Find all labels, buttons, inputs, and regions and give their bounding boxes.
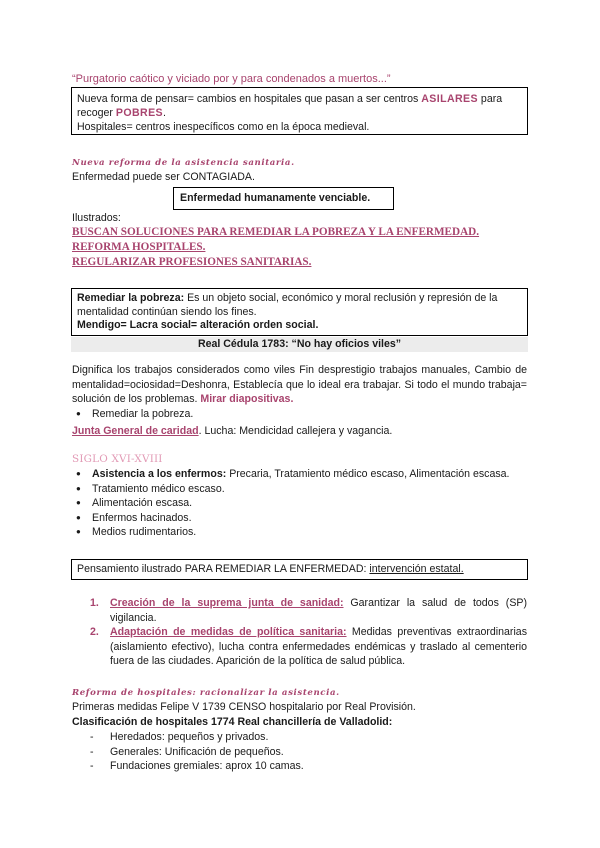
list-item: - Generales: Unificación de pequeños. — [90, 745, 530, 760]
section-heading-nueva-reforma: Nueva reforma de la asistencia sanitaria. — [72, 158, 295, 168]
list-item — [72, 625, 527, 669]
list-item — [72, 467, 527, 482]
box1-line1-pre: Nueva forma de pensar= cambios en hospitales que pasan a ser centros — [77, 93, 422, 105]
asistencia-label: Asistencia a los enfermos: — [92, 468, 227, 480]
section-heading-reforma-hospitales: Reforma de hospitales: racionalizar la asistencia. — [72, 688, 340, 698]
goal-item: BUSCAN SOLUCIONES PARA REMEDIAR LA POBREZA Y LA ENFERMEDAD. — [72, 226, 480, 238]
list-item: - Heredados: pequeños y privados. — [90, 730, 530, 745]
ilustrados-goals — [72, 225, 479, 269]
goal-item: REGULARIZAR PROFESIONES SANITARIAS. — [72, 255, 312, 268]
mirar-diapositivas: Mirar diapositivas. — [200, 393, 294, 406]
quote-text: “Purgatorio caótico y viciado por y para condenados a muertos...” — [72, 73, 391, 85]
ilustrados-label: Ilustrados: — [72, 212, 121, 224]
list-item: ● Tratamiento médico escaso. — [72, 482, 527, 497]
list-item: - Fundaciones gremiales: aprox 10 camas. — [90, 759, 530, 774]
item-text: Garantizar la salud de todos (SP) vigilancia. — [110, 597, 527, 624]
junta-label: Junta General de caridad — [72, 425, 199, 437]
asistencia-text: Precaria, Tratamiento médico escaso, Alimentación escasa. — [226, 468, 510, 480]
remediar-list — [72, 407, 527, 422]
intervencion-estatal: intervención estatal. — [369, 563, 464, 575]
list-item — [72, 596, 527, 625]
mendigo-text: Mendigo= Lacra social= alteración orden social. — [77, 319, 319, 332]
siglo-list — [72, 467, 527, 540]
goal-item: REFORMA HOSPITALES. — [72, 240, 206, 253]
siglo-heading: SIGLO XVI-XVIII — [72, 453, 163, 465]
list-item: ● Remediar la pobreza. — [72, 407, 527, 422]
primeras-medidas-text: Primeras medidas Felipe V 1739 CENSO hospitalario por Real Provisión. — [72, 701, 416, 713]
item-number: 2. — [90, 626, 99, 639]
box1-line2-post: . — [163, 107, 166, 120]
item-label: Adaptación de medidas de política sanitaria: — [110, 626, 347, 639]
pensamiento-text: Pensamiento ilustrado PARA REMEDIAR LA ENFERMEDAD: — [77, 563, 370, 575]
junta-line — [72, 424, 392, 439]
list-item: ● Enfermos hacinados. — [72, 511, 527, 526]
contagiada-text: Enfermedad puede ser CONTAGIADA. — [72, 171, 255, 183]
box1-line2-pre: recoger — [77, 107, 116, 120]
item-label: Creación de la suprema junta de sanidad: — [110, 597, 344, 609]
remediar-description: Es un objeto social, económico y moral reclusión y represión de la mentalidad continúan siendo los fines. — [77, 292, 498, 318]
asilares-box — [71, 87, 528, 135]
item-text: Medidas preventivas extraordinarias (aislamiento efectivo), lucha contra enfermedades endémicas y traslado al cementerio fuera de las ciudades. Aparición de la política de salud pública. — [110, 626, 527, 668]
box1-line3: Hospitales= centros inespecíficos como en la época medieval. — [77, 121, 370, 134]
pensamiento-box — [71, 559, 528, 580]
hospital-types-list — [90, 730, 530, 774]
remediar-text — [77, 292, 522, 319]
clasificacion-heading: Clasificación de hospitales 1774 Real chancillería de Valladolid: — [72, 716, 393, 728]
keyword-asilares: ASILARES — [421, 93, 478, 105]
dignifica-paragraph — [72, 363, 527, 407]
list-item: ● Alimentación escasa. — [72, 496, 527, 511]
box1-line1 — [77, 92, 522, 106]
box1-line2 — [77, 106, 522, 120]
junta-text: . Lucha: Mendicidad callejera y vagancia. — [198, 425, 393, 437]
list-item: ● Medios rudimentarios. — [72, 525, 527, 540]
box1-line1-post: para — [477, 93, 503, 105]
keyword-pobres: POBRES — [115, 107, 164, 120]
item-number: 1. — [90, 597, 99, 609]
remediar-pobreza-box — [71, 288, 528, 336]
venciable-box: Enfermedad humanamente venciable. — [173, 187, 394, 210]
dignifica-text: Dignifica los trabajos considerados como viles Fin desprestigio trabajos manuales, Cambio de mentalidad=ociosidad=Deshonra, Establecía que lo ideal era trabajar. Si todo el mundo trabaja= solución de los problemas. — [72, 364, 527, 406]
remediar-label: Remediar la pobreza: — [77, 292, 185, 304]
medidas-list — [72, 596, 527, 669]
real-cedula-banner: Real Cédula 1783: “No hay oficios viles” — [71, 337, 528, 352]
